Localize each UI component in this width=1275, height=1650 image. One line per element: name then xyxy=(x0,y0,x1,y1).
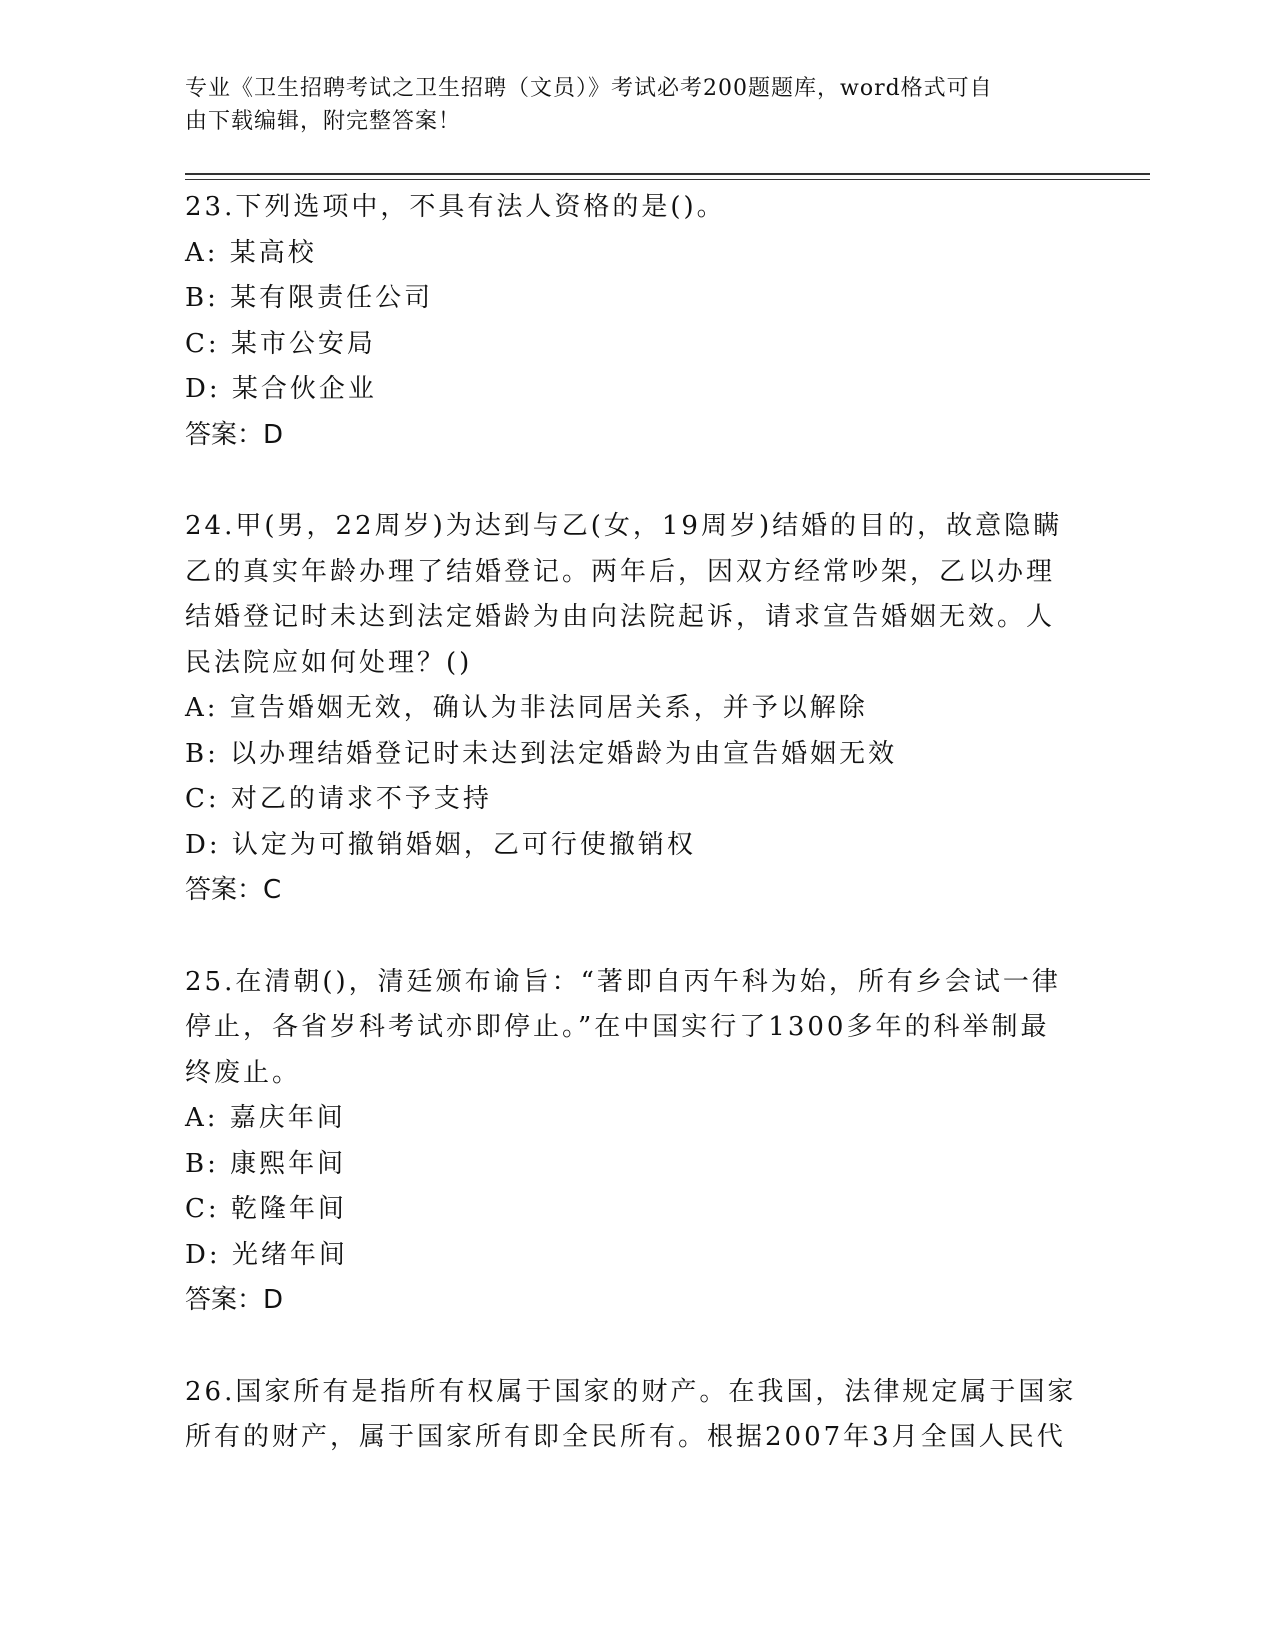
document-header xyxy=(185,72,1065,138)
question-stem: 乙的真实年龄办理了结婚登记。两年后，因双方经常吵架，乙以办理 xyxy=(185,556,1056,587)
option-d: D: 光绪年间 xyxy=(185,1239,348,1270)
option-a: A: 嘉庆年间 xyxy=(185,1103,346,1133)
header-divider-thin xyxy=(185,179,1150,180)
question-list xyxy=(185,185,1085,1507)
question-stem: 26.国家所有是指所有权属于国家的财产。在我国，法律规定属于国家 xyxy=(185,1376,1077,1407)
question-stem: 停止，各省岁科考试亦即停止。”在中国实行了1300多年的科举制最 xyxy=(185,1012,1050,1042)
question-26 xyxy=(185,1370,1085,1461)
header-line-1: 专业《卫生招聘考试之卫生招聘（文员）》考试必考200题题库，word格式可自 xyxy=(185,76,993,101)
answer: 答案：D xyxy=(185,419,284,450)
question-24 xyxy=(185,504,1085,914)
option-b: B: 康熙年间 xyxy=(185,1148,347,1179)
option-c: C: 对乙的请求不予支持 xyxy=(185,784,492,814)
option-c: C: 某市公安局 xyxy=(185,328,376,359)
question-stem: 所有的财产，属于国家所有即全民所有。根据2007年3月全国人民代 xyxy=(185,1422,1066,1452)
question-25 xyxy=(185,960,1085,1324)
option-a: A: 某高校 xyxy=(185,237,317,268)
option-b: B: 以办理结婚登记时未达到法定婚龄为由宣告婚姻无效 xyxy=(185,738,898,769)
question-stem: 结婚登记时未达到法定婚龄为由向法院起诉，请求宣告婚姻无效。人 xyxy=(185,602,1056,632)
question-stem: 23.下列选项中，不具有法人资格的是()。 xyxy=(185,192,726,222)
header-line-2: 由下载编辑，附完整答案！ xyxy=(185,109,462,134)
question-stem: 民法院应如何处理？() xyxy=(185,647,473,678)
option-a: A: 宣告婚姻无效，确认为非法同居关系，并予以解除 xyxy=(185,693,868,723)
option-c: C: 乾隆年间 xyxy=(185,1194,347,1224)
header-divider-thick xyxy=(185,173,1150,175)
answer: 答案：C xyxy=(185,875,282,905)
option-d: D: 某合伙企业 xyxy=(185,374,377,404)
question-stem: 24.甲(男，22周岁)为达到与乙(女，19周岁)结婚的目的，故意隐瞒 xyxy=(185,511,1063,541)
answer: 答案：D xyxy=(185,1285,284,1315)
question-stem: 终废止。 xyxy=(185,1057,302,1088)
question-23 xyxy=(185,185,1085,458)
option-b: B: 某有限责任公司 xyxy=(185,283,434,313)
question-stem: 25.在清朝()，清廷颁布谕旨：“著即自丙午科为始，所有乡会试一律 xyxy=(185,966,1061,997)
option-d: D: 认定为可撤销婚姻，乙可行使撤销权 xyxy=(185,829,696,860)
